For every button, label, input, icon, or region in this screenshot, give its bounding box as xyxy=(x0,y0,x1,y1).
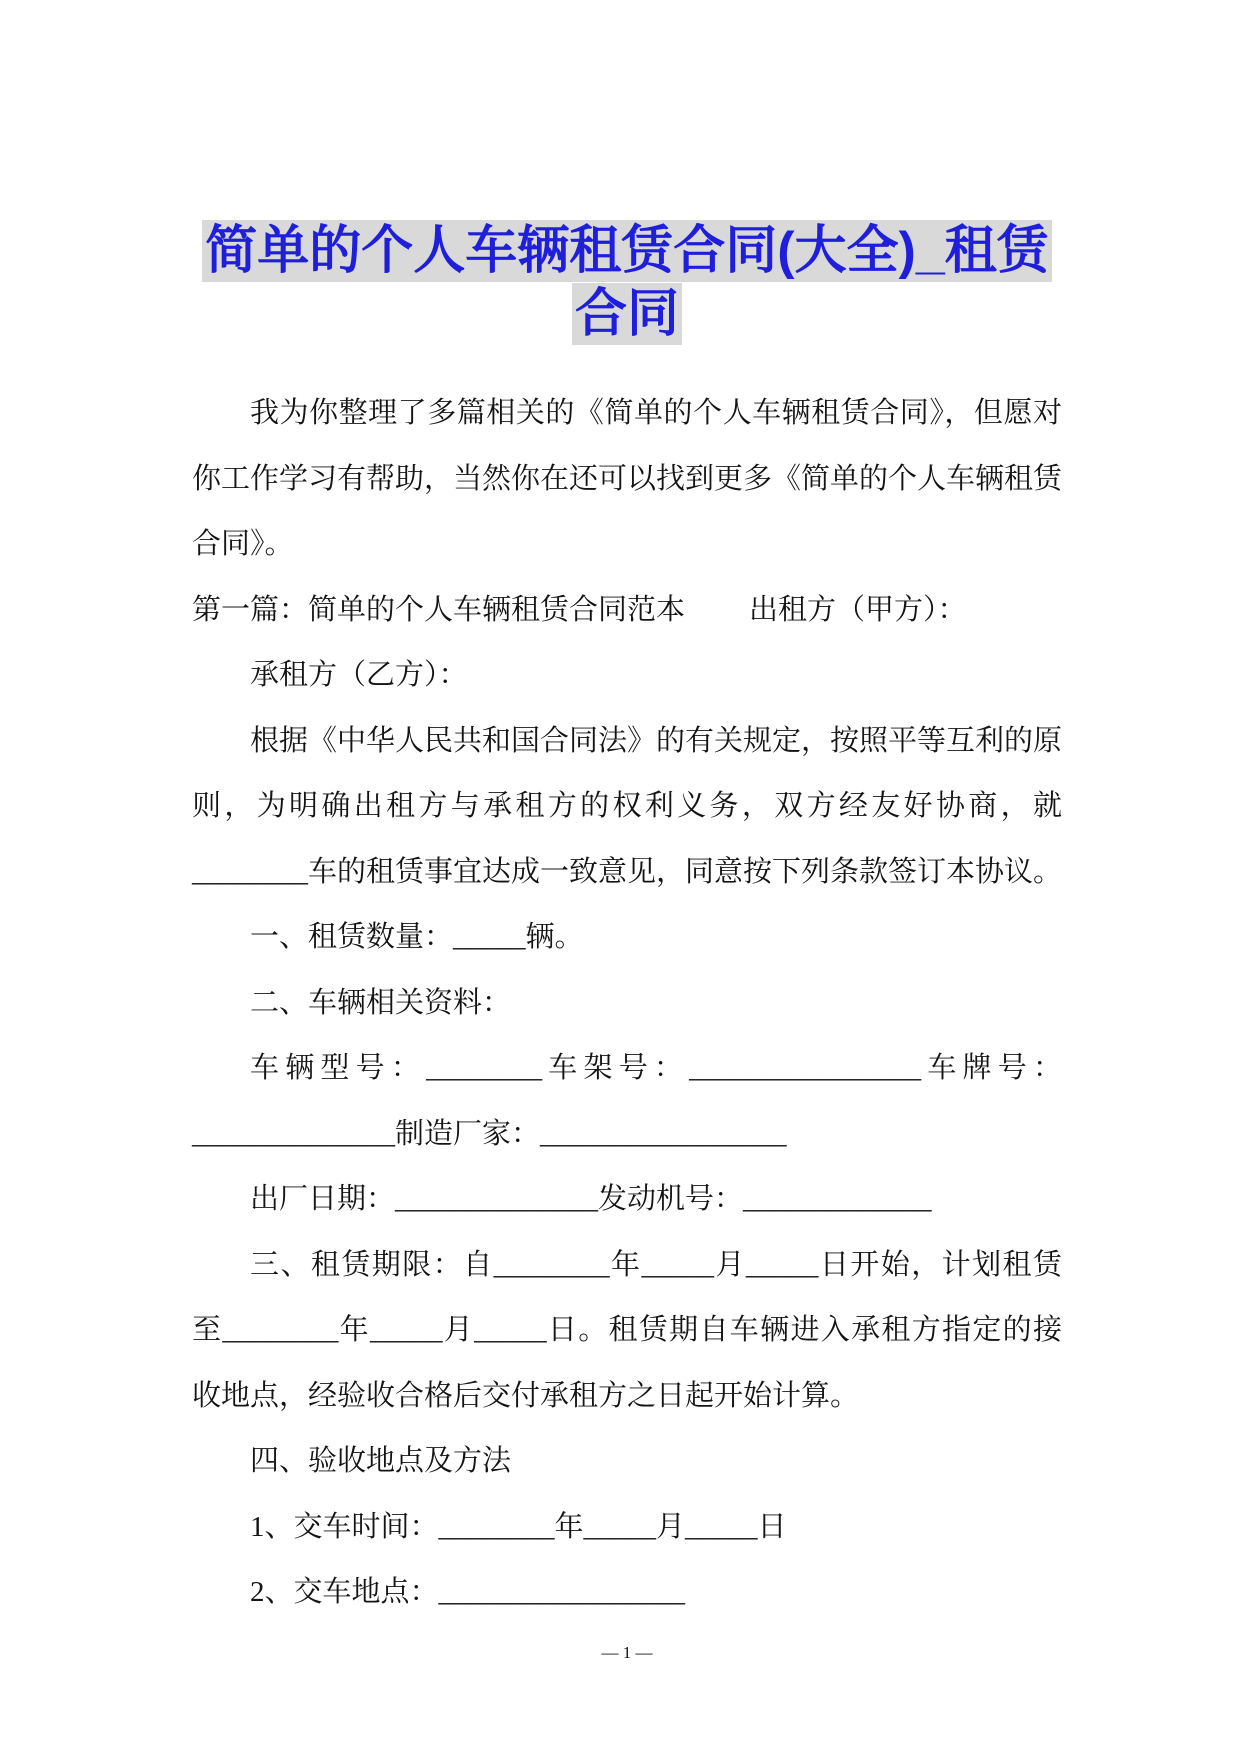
lessor-label: 出租方（甲方）： xyxy=(749,593,967,626)
delivery-place-line: 2、交车地点：_________________ xyxy=(250,1576,686,1608)
vehicle-info-line: ______________制造厂家：_________________ xyxy=(192,1117,787,1150)
preamble-line: ________车的租赁事宜达成一致意见，同意按下列条款签订本协议。 xyxy=(192,855,1063,888)
intro-line: 我为你整理了多篇相关的《简单的个人车辆租赁合同》，但愿对 xyxy=(250,397,1062,429)
document-body xyxy=(192,381,1062,1626)
preamble-line: 根据《中华人民共和国合同法》的有关规定，按照平等互利的原 xyxy=(250,724,1063,757)
clause-rental-period-line: 三、租赁期限：自________年_____月_____日开始，计划租赁 xyxy=(250,1248,1062,1281)
preamble-line: 则，为明确出租方与承租方的权利义务，双方经友好协商，就 xyxy=(192,790,1062,822)
factory-info-line: 出厂日期：______________发动机号：_____________ xyxy=(250,1183,932,1215)
title-highlight: 简单的个人车辆租赁合同(大全)_租赁 xyxy=(202,220,1052,282)
delivery-time-line: 1、交车时间：________年_____月_____日 xyxy=(250,1510,787,1543)
intro-line: 合同》。 xyxy=(192,528,294,560)
title-highlight: 合同 xyxy=(572,283,682,345)
clause-rental-period-line: 至________年_____月_____日。租赁期自车辆进入承租方指定的接 xyxy=(192,1314,1062,1346)
title-line xyxy=(192,283,1062,346)
clause-inspection-heading: 四、验收地点及方法 xyxy=(250,1445,512,1477)
lessee-label: 承租方（乙方）： xyxy=(250,659,468,691)
section-title: 第一篇：简单的个人车辆租赁合同范本 xyxy=(192,593,686,626)
intro-line: 你工作学习有帮助，当然你在还可以找到更多《简单的个人车辆租赁 xyxy=(192,462,1063,495)
clause-rental-period-line: 收地点，经验收合格后交付承租方之日起开始计算。 xyxy=(192,1379,860,1412)
section-heading-line xyxy=(192,578,1062,644)
clause-rental-quantity: 一、租赁数量：_____辆。 xyxy=(250,921,584,953)
vehicle-info-line: 车辆型号：________车架号：________________车牌号： xyxy=(250,1052,1062,1084)
document-title xyxy=(192,220,1062,346)
page-number: — 1 — xyxy=(601,1643,653,1662)
title-line xyxy=(192,220,1062,283)
clause-vehicle-info-heading: 二、车辆相关资料： xyxy=(250,986,512,1019)
